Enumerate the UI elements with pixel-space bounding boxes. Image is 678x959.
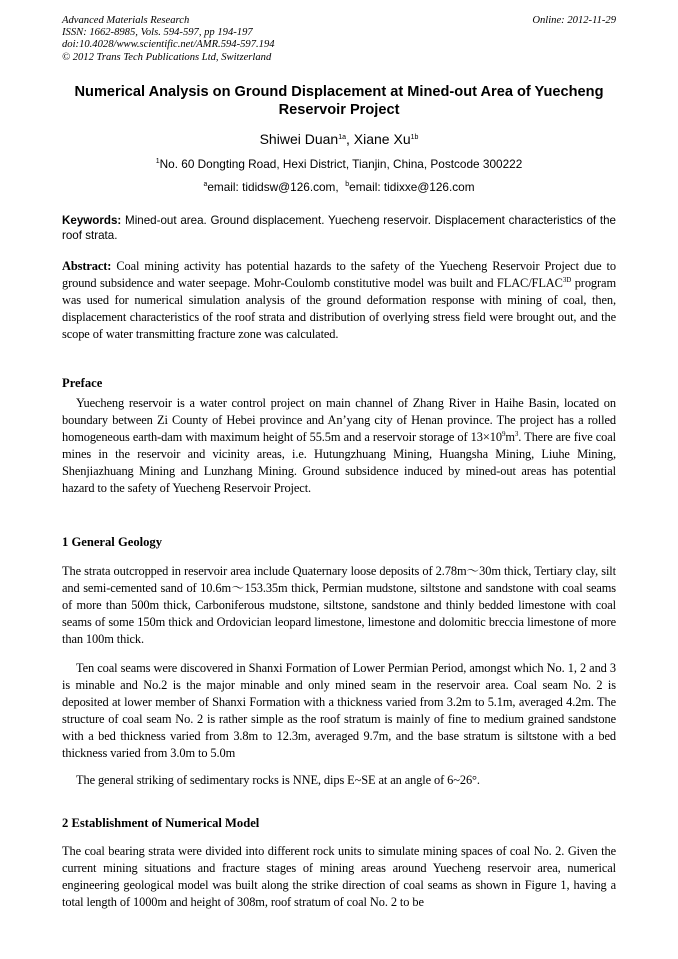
section-1-para-3 (62, 772, 616, 789)
abstract (62, 258, 616, 343)
issn-line: ISSN: 1662-8985, Vols. 594-597, pp 194-197 (62, 27, 253, 39)
email-b-sup: b (345, 181, 350, 188)
doi-line: doi:10.4028/www.scientific.net/AMR.594-597.194 (62, 39, 275, 51)
author-separator: , (346, 131, 354, 147)
affiliation (62, 157, 616, 171)
author-1-name: Shiwei Duan (259, 131, 339, 147)
abstract-text-1: Coal mining activity has potential hazards to the safety of the Yuecheng Reservoir Project due to ground subsidence and water seepage. Mohr-Coulomb constitutive model was built and FLAC/FLAC (62, 259, 616, 290)
abstract-text-2: program was used for numerical simulation analysis of the ground deformation response with mining of coal, then, displacement characteristics of the roof strata and distribution of overlying stress field were brought out, and the scope of water transmitting fracture zone was calculated. (62, 275, 616, 341)
author-2-sup: 1b (410, 134, 419, 141)
preface-text-2: . There are five coal mines in the reservoir and vicinity areas, i.e. Hutungzhuang Mining, Huangsha Mining, Liuhe Mining, Shenjiazhuang Mining and Lunzhang Mining. Ground subsidence induced by mined-out areas has potential hazard to the safety of Yuecheng Reservoir Project. (62, 429, 616, 495)
affiliation-sup: 1 (155, 158, 160, 165)
preface-body (62, 395, 616, 496)
section-2-heading: 2 Establishment of Numerical Model (62, 816, 260, 830)
preface-unit-m: m (505, 429, 515, 444)
copyright-line: © 2012 Trans Tech Publications Ltd, Switzerland (62, 51, 272, 63)
section-1-para-2-text: Ten coal seams were discovered in Shanxi Formation of Lower Permian Period, amongst which No. 1, 2 and 3 is minable and No.2 is the major minable and only mined seam in the reservoir area. Coal seam No. 2 is deposited at lower member of Shanxi Formation with a thickness varied from 3.2m to 5.1m, averaged 4.2m. The structure of coal seam No. 2 is rather simple as the roof stratum is mainly of fine to medium grained sandstone with a bed thickness varied from 3.8m to 12.3m, averaged 9.7m, and the base stratum is siltstone with a bed thickness varied from 3.0m to 5.0m (62, 661, 616, 760)
author-2-name: Xiane Xu (353, 131, 411, 147)
email-line (62, 180, 616, 194)
preface-heading: Preface (62, 376, 103, 390)
keywords-label: Keywords: (62, 214, 122, 227)
abstract-sup-3d: 3D (562, 275, 572, 284)
section-1-para-1-text: The strata outcropped in reservoir area include Quaternary loose deposits of 2.78m～30m thick, Tertiary clay, silt and semi-cemented sand of 10.6m～153.35m thick, Permian mudstone, siltstone and sandstone with coal seams of more than 500m thick, Carboniferous mudstone, siltstone, sandstone and thinly bedded limestone with coal seams of some 150m thick and Ordovician leopard limestone, limestone and dolomitic breccia limestone of more than 100m thick. (62, 564, 616, 646)
keywords (62, 213, 616, 244)
preface-sup-3: 3 (514, 429, 519, 438)
preface-text-1: Yuecheng reservoir is a water control project on main channel of Zhang River in Haihe Basin, located on boundary between Zi County of Hebei province and An’yang city of Henan province. The project has a rolled homogeneous earth-dam with maximum height of 55.5m and a reservoir storage of 13×10 (62, 396, 616, 444)
section-2-para-1 (62, 843, 616, 911)
paper-title: Numerical Analysis on Ground Displacement at Mined-out Area of Yuecheng Reservoir Project (74, 84, 604, 118)
preface-sup-9: 9 (501, 429, 506, 438)
keywords-text: Mined-out area. Ground displacement. Yuecheng reservoir. Displacement characteristics of the roof strata. (62, 214, 616, 243)
section-1-para-1 (62, 563, 616, 648)
affiliation-text: No. 60 Dongting Road, Hexi District, Tianjin, China, Postcode 300222 (159, 157, 523, 171)
author-1-sup: 1a (338, 134, 346, 141)
section-2-para-1-text: The coal bearing strata were divided into different rock units to simulate mining spaces of coal No. 2. Given the current mining situations and fracture stages of mining areas around Yuecheng reservoir area, numerical engineering geological model was built along the strike direction of coal seams as shown in Figure 1, having a total length of 1000m and height of 308m, roof stratum of coal No. 2 to be (62, 844, 616, 909)
journal-name: Advanced Materials Research (62, 15, 190, 26)
email-b: email: tidixxe@126.com (349, 180, 475, 194)
section-1-heading: 1 General Geology (62, 535, 163, 549)
journal-header (62, 15, 392, 64)
section-1-para-2 (62, 660, 616, 761)
online-date: Online: 2012-11-29 (532, 15, 616, 26)
email-a: email: tididsw@126.com, (207, 180, 339, 194)
author-line (62, 131, 616, 148)
section-1-para-3-text: The general striking of sedimentary rocks is NNE, dips E~SE at an angle of 6~26°. (76, 773, 480, 787)
email-a-sup: a (203, 181, 208, 188)
abstract-label: Abstract: (62, 259, 112, 273)
